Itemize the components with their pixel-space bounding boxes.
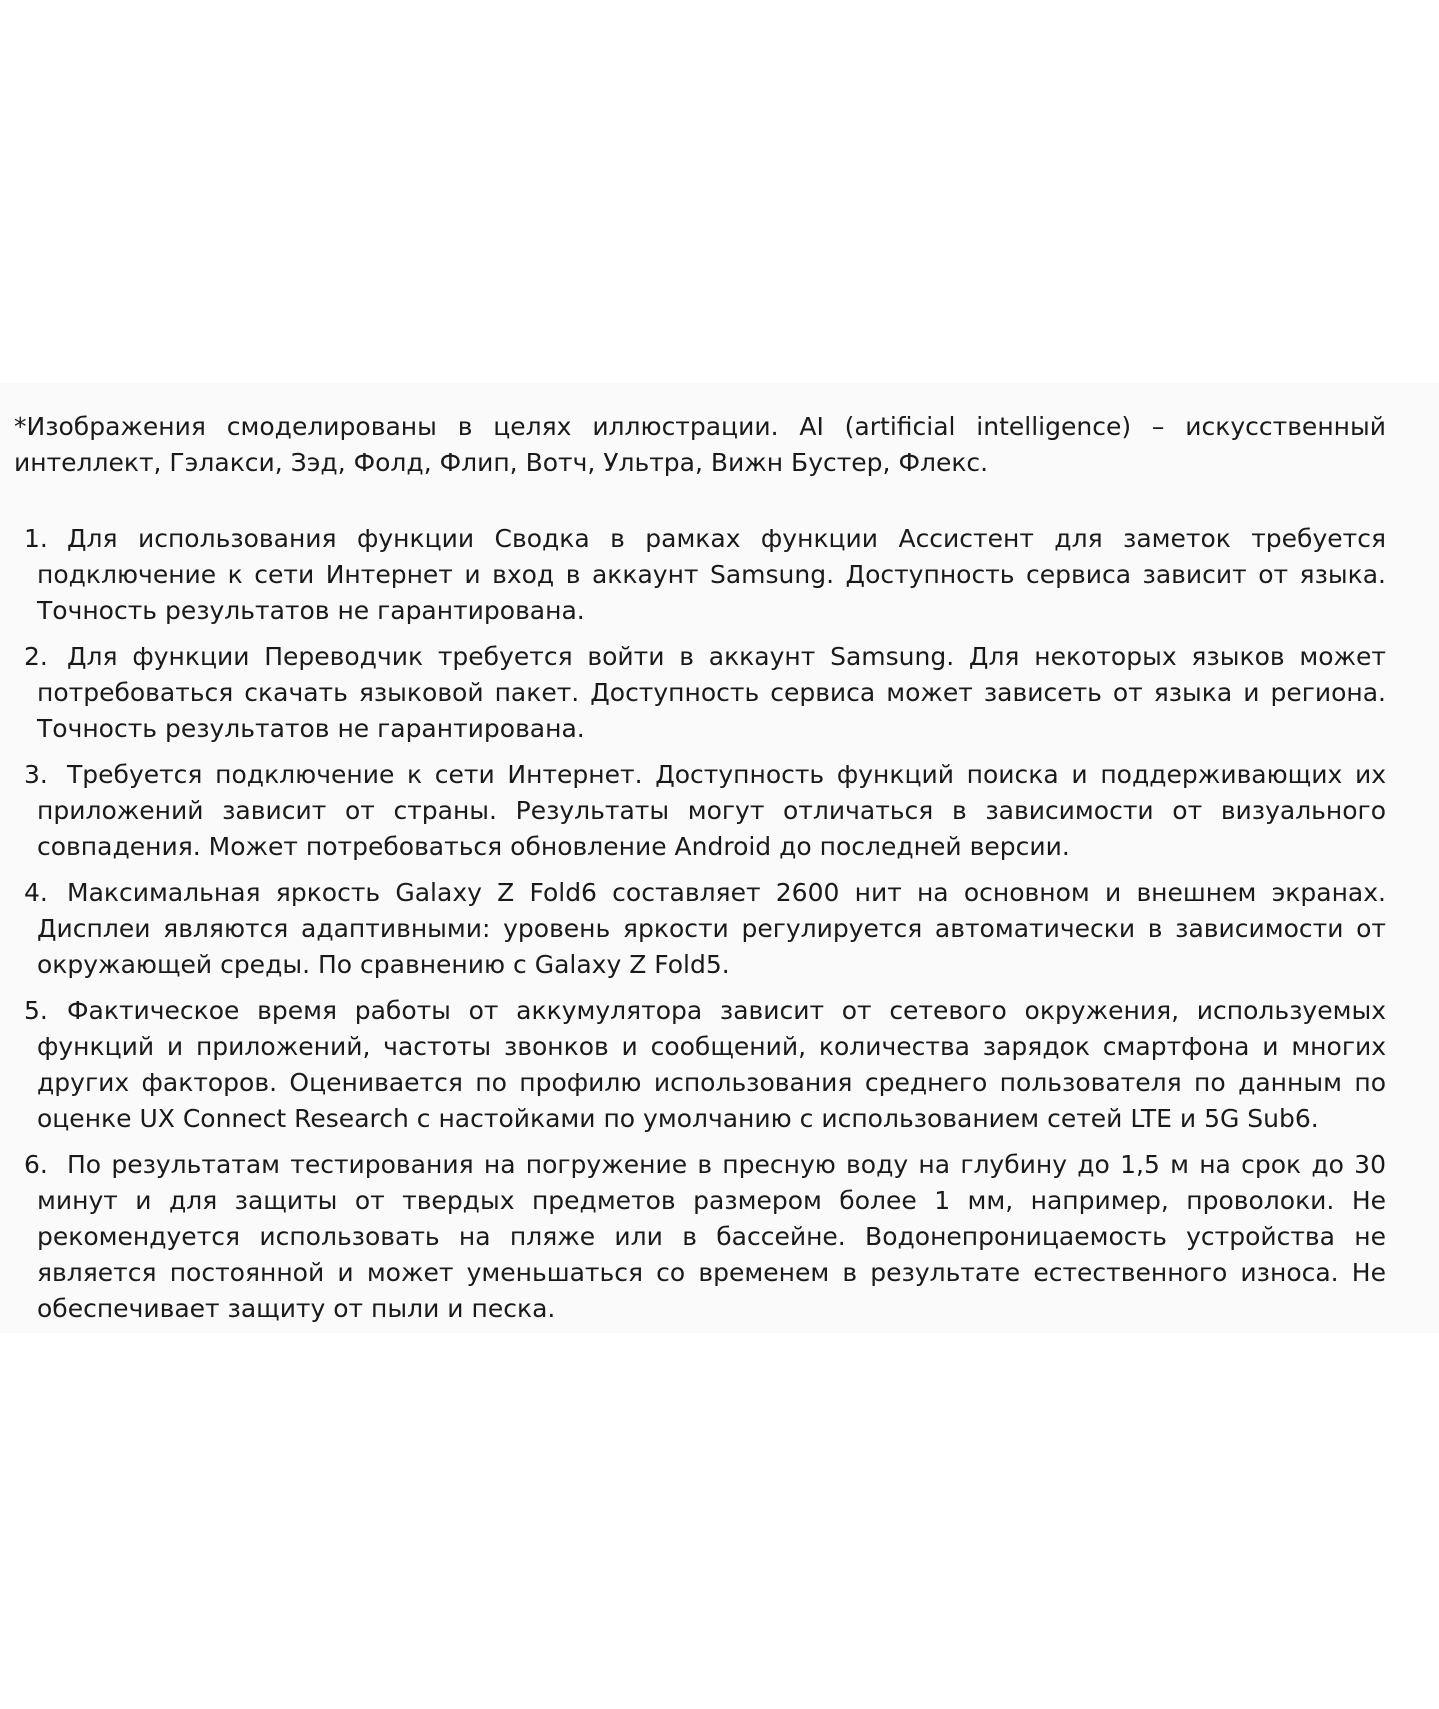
footnote-number: 6. <box>24 1150 48 1179</box>
image-disclaimer: *Изображения смоделированы в целях иллюстрации. AI (artificial intelligence) – искусственный интеллект, Гэлакси, Зэд, Фолд, Флип, Вотч, Ультра, Вижн Бустер, Флекс. <box>14 412 1386 477</box>
footnote-text: Для функции Переводчик требуется войти в аккаунт Samsung. Для некоторых языков может потребоваться скачать языковой пакет. Доступность сервиса может зависеть от языка и региона. Точность результатов не гарантирована. <box>37 642 1386 743</box>
footnote-item <box>24 757 1386 865</box>
footnote-number: 5. <box>24 996 48 1025</box>
footnote-text: Фактическое время работы от аккумулятора зависит от сетевого окружения, используемых функций и приложений, частоты звонков и сообщений, количества зарядок смартфона и многих других факторов. Оценивается по профилю использования среднего пользователя по данным по оценке UX Connect Research с настойками по умолчанию с использованием сетей LTE и 5G Sub6. <box>37 996 1386 1133</box>
footnote-text: Требуется подключение к сети Интернет. Доступность функций поиска и поддерживающих их приложений зависит от страны. Результаты могут отличаться в зависимости от визуального совпадения. Может потребоваться обновление Android до последней версии. <box>37 760 1386 861</box>
footnote-item <box>24 1147 1386 1327</box>
footnotes-list <box>24 521 1386 1337</box>
footnote-number: 1. <box>24 524 48 553</box>
footnote-number: 2. <box>24 642 48 671</box>
footnote-item <box>24 521 1386 629</box>
footnote-text: По результатам тестирования на погружение в пресную воду на глубину до 1,5 м на срок до 30 минут и для защиты от твердых предметов размером более 1 мм, например, проволоки. Не рекомендуется использовать на пляже или в бассейне. Водонепроницаемость устройства не является постоянной и может уменьшаться со временем в результате естественного износа. Не обеспечивает защиту от пыли и песка. <box>37 1150 1386 1323</box>
footnote-item <box>24 875 1386 983</box>
footnote-text: Максимальная яркость Galaxy Z Fold6 составляет 2600 нит на основном и внешнем экранах. Дисплеи являются адаптивными: уровень яркости регулируется автоматически в зависимости от окружающей среды. По сравнению с Galaxy Z Fold5. <box>37 878 1386 979</box>
footnote-text: Для использования функции Сводка в рамках функции Ассистент для заметок требуется подключение к сети Интернет и вход в аккаунт Samsung. Доступность сервиса зависит от языка. Точность результатов не гарантирована. <box>37 524 1386 625</box>
footnote-item <box>24 639 1386 747</box>
footnote-number: 4. <box>24 878 48 907</box>
footnote-item <box>24 993 1386 1137</box>
footnote-number: 3. <box>24 760 48 789</box>
